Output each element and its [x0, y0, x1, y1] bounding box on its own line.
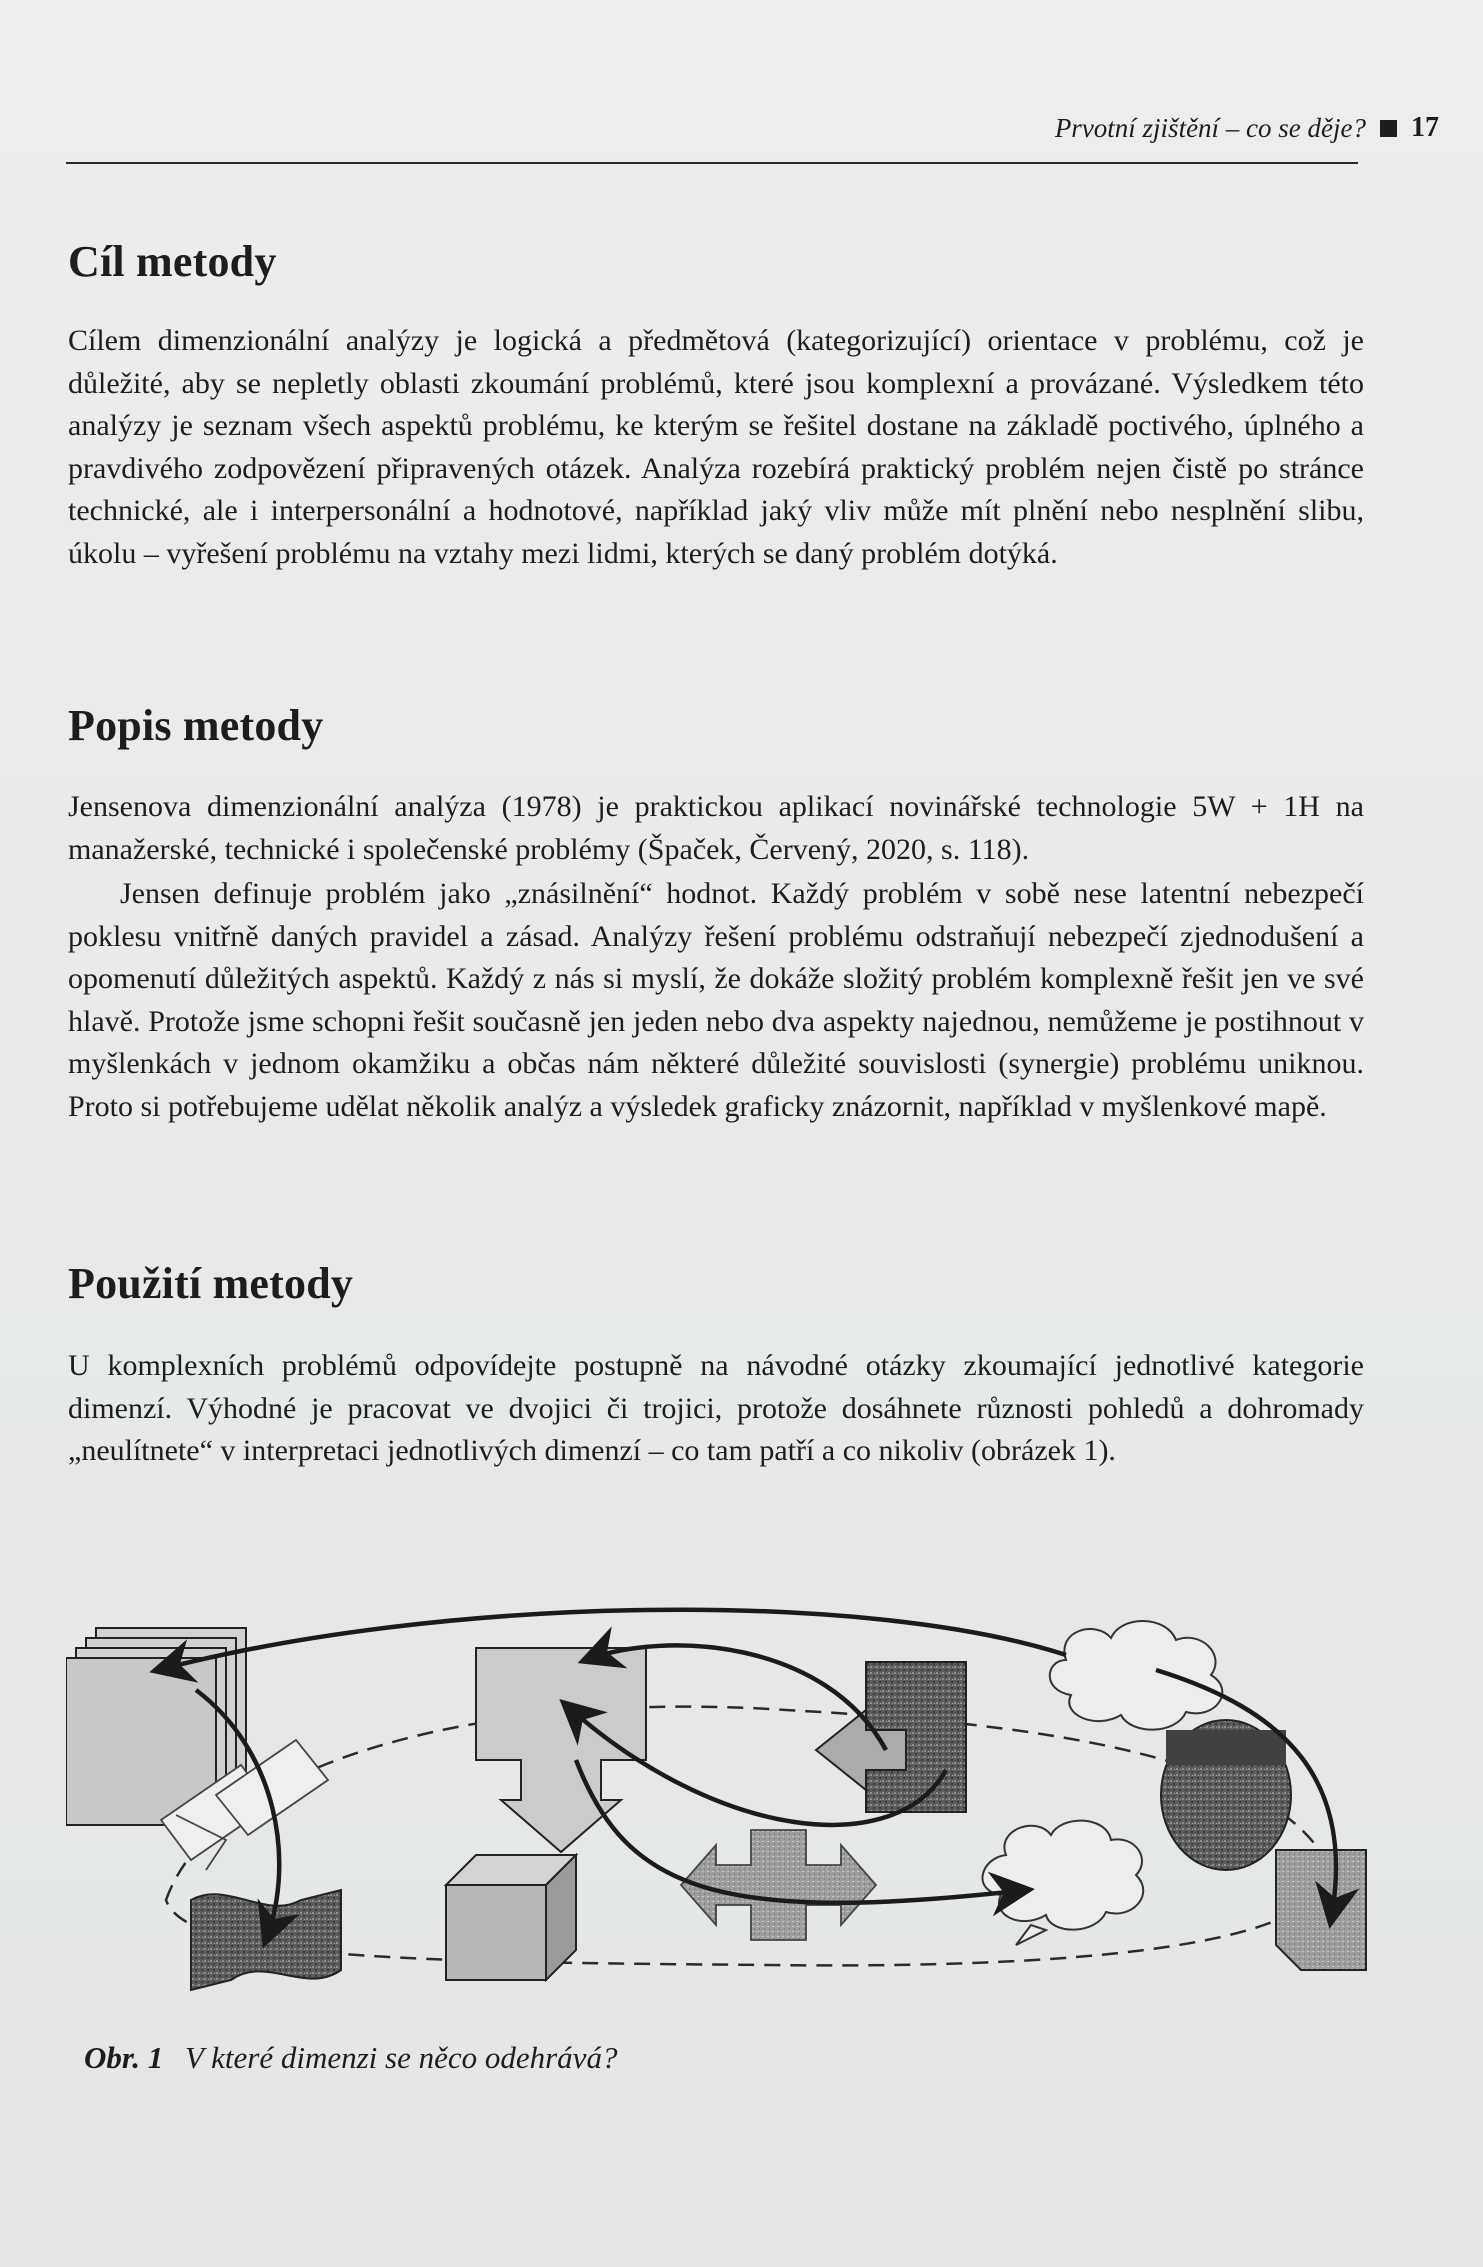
- cube-icon: [446, 1855, 576, 1980]
- left-arrow-box-icon: [816, 1662, 966, 1812]
- cloud-icon: [1050, 1621, 1223, 1730]
- paragraph-popis-metody-2: Jensen definuje problém jako „znásilnění“ hodnot. Každý problém v sobě nese latentní nebezpečí poklesu vnitřně daných pravidel a zásad. Analýzy řešení problému odstraňují nebezpečí zjednodušení a opomenutí důležitých aspektů. Každý z nás si myslí, že dokáže složitý problém komplexně řešit jen ve své hlavě. Protože jsme schopni řešit současně jen jeden nebo dva aspekty najednou, nemůžeme je postihnout v myšlenkách v jednom okamžiku a občas nám některé důležité souvislosti (synergie) problému uniknou. Proto si potřebujeme udělat několik analýz a výsledek graficky znázornit, například v myšlenkové mapě.: [68, 877, 1364, 1123]
- figure-caption-label: Obr. 1: [84, 2040, 164, 2075]
- paragraph-cil-metody: Cílem dimenzionální analýzy je logická a předmětová (kategorizující) orientace v problému, což je důležité, aby se nepletly oblasti zkoumání problémů, které jsou komplexní a provázané. Výsledkem této analýzy je seznam všech aspektů problému, ke kterým se řešitel dostane na základě poctivého, úplného a pravdivého zodpovězení připravených otázek. Analýza rozebírá praktický problém nejen čistě po stránce technické, ale i interpersonální a hodnotové, například jaký vliv může mít plnění nebo nesplnění slibu, úkolu – vyřešení problému na vztahy mezi lidmi, kterých se daný problém dotýká.: [68, 324, 1364, 570]
- paragraph-pouziti-metody: U komplexních problémů odpovídejte postupně na návodné otázky zkoumající jednotlivé kategorie dimenzí. Výhodné je pracovat ve dvojici či trojici, protože dosáhnete různosti pohledů a dohromady „neulítnete“ v interpretaci jednotlivých dimenzí – co tam patří a co nikoliv (obrázek 1).: [68, 1349, 1364, 1467]
- figure-caption-text: V které dimenzi se něco odehrává?: [185, 2040, 618, 2075]
- figure-caption: [84, 2040, 617, 2076]
- section-heading-cil-metody: Cíl metody: [68, 237, 277, 286]
- head-circle-icon: [1161, 1720, 1291, 1870]
- four-way-arrow-icon: [681, 1830, 876, 1940]
- dimensions-diagram: [66, 1600, 1386, 2030]
- running-head-title: Prvotní zjištění – co se děje?: [1054, 112, 1366, 143]
- figure-dimensions-diagram: [66, 1600, 1386, 2030]
- header-rule: [66, 162, 1358, 164]
- running-head: [1055, 112, 1439, 144]
- speech-cloud-icon: [982, 1821, 1143, 1945]
- page-number: 17: [1411, 112, 1439, 143]
- square-bullet-icon: [1380, 120, 1397, 137]
- section-heading-popis-metody: Popis metody: [68, 701, 324, 750]
- section-heading-pouziti-metody: Použití metody: [68, 1259, 354, 1308]
- paragraph-popis-metody-1: Jensenova dimenzionální analýza (1978) je praktickou aplikací novinářské technologie 5W + 1H na manažerské, technické i společenské problémy (Špaček, Červený, 2020, s. 118).: [68, 790, 1364, 866]
- folded-document-icon: [1276, 1850, 1366, 1970]
